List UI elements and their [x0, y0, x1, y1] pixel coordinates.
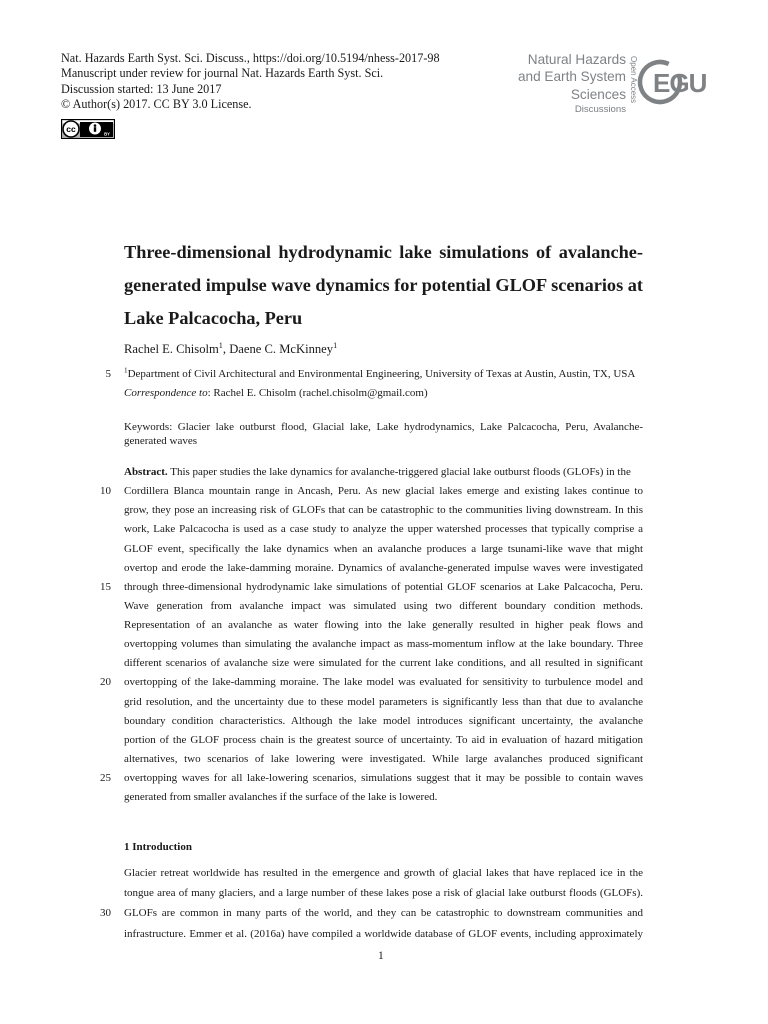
correspondence: Correspondence to: Rachel E. Chisolm (rachel.chisolm@gmail.com): [124, 387, 428, 399]
text-line: tongue area of many glaciers, and a large number of these lakes pose a risk of glacial lake outburst floods (GLOFs).: [124, 887, 643, 900]
header-line-review: Manuscript under review for journal Nat. Hazards Earth Syst. Sci.: [61, 66, 384, 81]
manuscript-header: [61, 51, 440, 112]
author-name: Rachel E. Chisolm: [124, 342, 219, 356]
text-line: infrastructure. Emmer et al. (2016a) have compiled a worldwide database of GLOF events, including approximately: [124, 927, 643, 940]
header-line-license: © Author(s) 2017. CC BY 3.0 License.: [61, 96, 252, 111]
text-line: Abstract. This paper studies the lake dynamics for avalanche-triggered glacial lake outburst floods (GLOFs) in the: [124, 466, 631, 478]
affiliation: $^1$Department of Civil Architectural and Environmental Engineering, University of Texas at Austin, Austin, TX, USA: [124, 366, 636, 380]
text-line: work, Lake Palcacocha is used as a case study to analyze the upper watershed processes that typically comprise a: [124, 523, 643, 536]
text-line: Cordillera Blanca mountain range in Ancash, Peru. As new glacial lakes emerge and existing lakes continue to: [124, 485, 643, 498]
text-line: overtop and erode the lake-damming moraine. Dynamics of avalanche-generated impulse waves were investigated: [124, 561, 643, 574]
text-line: grid resolution, and the uncertainty due to these model parameters is significantly less than that due to avalanche: [124, 695, 643, 708]
open-access-label: [621, 53, 638, 113]
text-line: generated from smaller avalanches if the surface of the lake is lowered.: [124, 791, 438, 804]
header-line-doi: Nat. Hazards Earth Syst. Sci. Discuss., https://doi.org/10.5194/nhess-2017-98: [61, 51, 440, 65]
svg-text:cc: cc: [66, 124, 76, 135]
text-line: alternatives, two scenarios of lake lowering were investigated. While large avalanches produced significant: [124, 752, 643, 765]
svg-text:BY: BY: [104, 131, 110, 137]
text-line: overtopping waves for all lake-lowering scenarios, simulations suggest that it may be possible to contain waves: [124, 772, 643, 785]
text-line: Representation of an avalanche as water flowing into the lake generally resulted in higher peak flows and: [124, 619, 643, 632]
line-number: 10: [100, 485, 111, 498]
journal-discussions-label: Discussions: [574, 103, 626, 115]
line-number: 25: [100, 772, 111, 785]
paper-title: Three-dimensional hydrodynamic lake simulations of avalanche-generated impulse wave dynamics for potential GLOF scenarios at Lake Palcacocha, Peru: [124, 242, 643, 328]
journal-name: Natural Hazards and Earth System Sciences Discussions: [496, 51, 626, 116]
section-heading: 1 Introduction: [124, 841, 192, 853]
cc-by-license-icon: [61, 119, 115, 139]
text-line: through three-dimensional hydrodynamic lake simulations of potential GLOF scenarios at Lake Palcacocha, Peru.: [124, 580, 643, 593]
svg-text:Open Access: Open Access: [629, 56, 638, 104]
egu-logo-icon: [636, 56, 711, 106]
text-line: overtopping of the lake-damming moraine. The lake model was evaluated for sensitivity to turbulence model and: [124, 676, 643, 689]
text-line: GLOF event, specifically the lake dynamics when an avalanche produces a large tsunami-like wave that might: [124, 542, 643, 555]
line-number: 30: [100, 907, 111, 920]
page-number: 1: [378, 950, 384, 962]
text-line: grow, they pose an increasing risk of GLOFs that can be catastrophic to the communities living downstream. In this: [124, 504, 643, 517]
text-line: Wave generation from avalanche impact was simulated using two different boundary condition methods.: [124, 599, 643, 612]
text-line: portion of the GLOF process chain is the greatest source of uncertainty. To aid in evaluation of hazard mitigation: [124, 733, 643, 746]
author-name: Daene C. McKinney: [229, 342, 334, 356]
text-line: boundary condition characteristics. Although the lake model introduces significant uncertainty, the avalanche: [124, 714, 643, 727]
text-line: GLOFs are common in many parts of the world, and they can be catastrophic to downstream communities and: [124, 907, 643, 920]
line-number: 20: [100, 676, 111, 689]
line-number: 5: [105, 368, 111, 380]
svg-text:EGU: EGU: [653, 68, 707, 98]
line-number: 15: [100, 580, 111, 593]
text-line: Glacier retreat worldwide has resulted in the emergence and growth of glacial lakes that have replaced ice in the: [124, 867, 643, 879]
text-line: different scenarios of avalanche size were simulated for the current lake conditions, and all resulted in significant: [124, 657, 643, 670]
text-line: overtopping volumes than simulating the avalanche impact as mass-momentum inflow at the lake boundary. Three: [124, 638, 643, 651]
author-list: Rachel E. Chisolm$^1$, Daene C. McKinney$^1$: [124, 340, 338, 356]
header-line-date: Discussion started: 13 June 2017: [61, 81, 222, 96]
keywords: Keywords: Glacier lake outburst flood, Glacial lake, Lake hydrodynamics, Lake Palcacocha, Peru, Avalanche-generated waves: [124, 421, 643, 447]
